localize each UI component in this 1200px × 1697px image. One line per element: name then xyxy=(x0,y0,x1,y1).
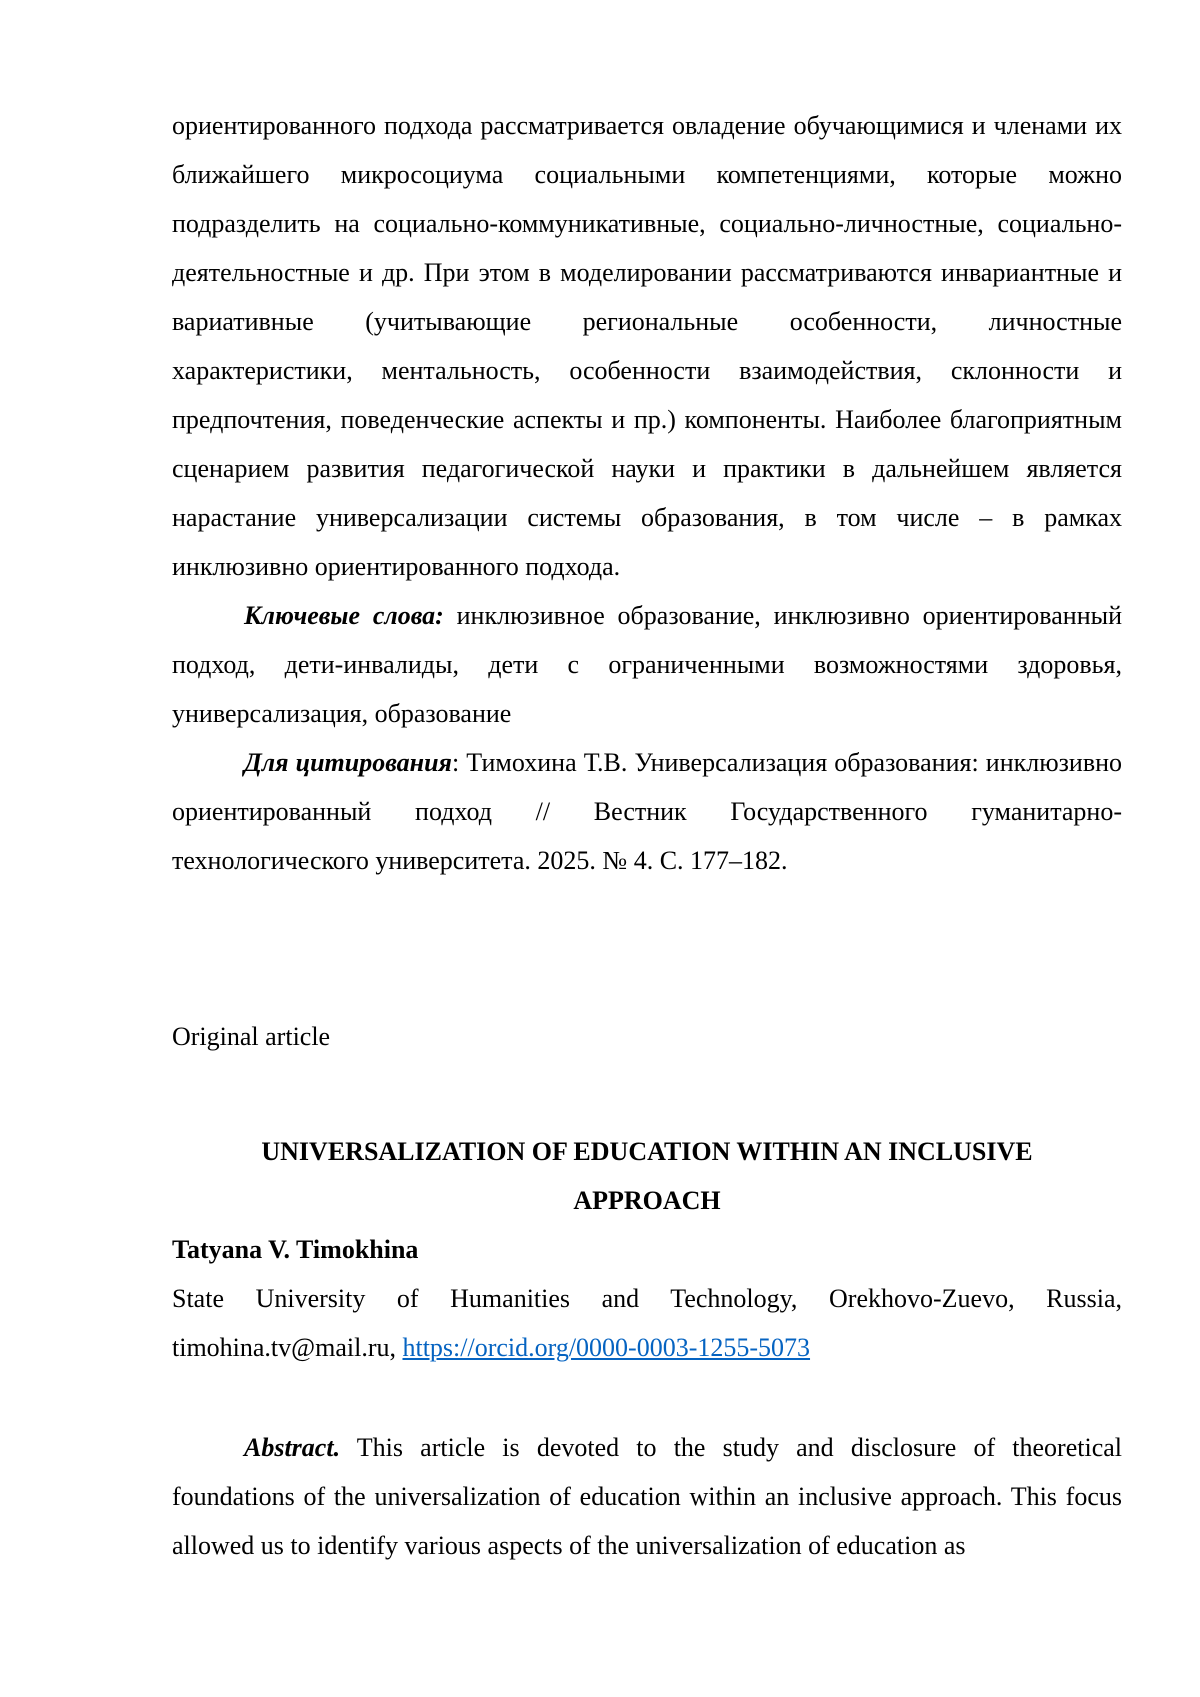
en-header-section xyxy=(172,1127,1122,1372)
article-type-block xyxy=(172,1012,1122,1061)
en-abstract-text: This article is devoted to the study and disclosure of theoretical foundations of the universalization of education within an inclusive approach. This focus allowed us to identify various aspects of the universalization of education as xyxy=(172,1433,1122,1560)
en-abstract-paragraph xyxy=(172,1423,1122,1570)
ru-keywords-label: Ключевые слова: xyxy=(244,601,444,630)
author-name: Tatyana V. Timokhina xyxy=(172,1235,419,1264)
ru-abstract-paragraph: ориентированного подхода рассматривается овладение обучающимися и членами их ближайшего микросоциума социальными компетенциями, которые можно подразделить на социально-коммуникативные, социально-личностные, социально-деятельностные и др. При этом в моделировании рассматриваются инвариантные и вариативные (учитывающие региональные особенности, личностные характеристики, ментальность, особенности взаимодействия, склонности и предпочтения, поведенческие аспекты и пр.) компоненты. Наиболее благоприятным сценарием развития педагогической науки и практики в дальнейшем является нарастание универсализации системы образования, в том числе – в рамках инклюзивно ориентированного подхода. xyxy=(172,111,1122,581)
ru-keywords-paragraph xyxy=(172,591,1122,738)
ru-abstract-section xyxy=(172,101,1122,885)
en-title: UNIVERSALIZATION OF EDUCATION WITHIN AN INCLUSIVE APPROACH xyxy=(261,1137,1033,1215)
ru-keywords-text: инклюзивное образование, инклюзивно ориентированный подход, дети-инвалиды, дети с ограниченными возможностями здоровья, универсализация, образование xyxy=(172,601,1122,728)
article-type: Original article xyxy=(172,1022,331,1051)
orcid-link[interactable]: https://orcid.org/0000-0003-1255-5073 xyxy=(402,1333,811,1362)
en-abstract-label: Abstract. xyxy=(244,1433,341,1462)
ru-citation-text: : Тимохина Т.В. Универсализация образования: инклюзивно ориентированный подход // Вестник Государственного гуманитарно-технологического университета. 2025. № 4. С. 177–182. xyxy=(172,748,1123,875)
en-abstract-section xyxy=(172,1423,1122,1570)
affiliation-text: State University of Humanities and Technology, Orekhovo-Zuevo, Russia, timohina.tv@mail.ru, xyxy=(172,1284,1122,1362)
affiliation xyxy=(172,1274,1122,1372)
ru-citation-paragraph xyxy=(172,738,1122,885)
ru-citation-label: Для цитирования xyxy=(244,748,452,777)
